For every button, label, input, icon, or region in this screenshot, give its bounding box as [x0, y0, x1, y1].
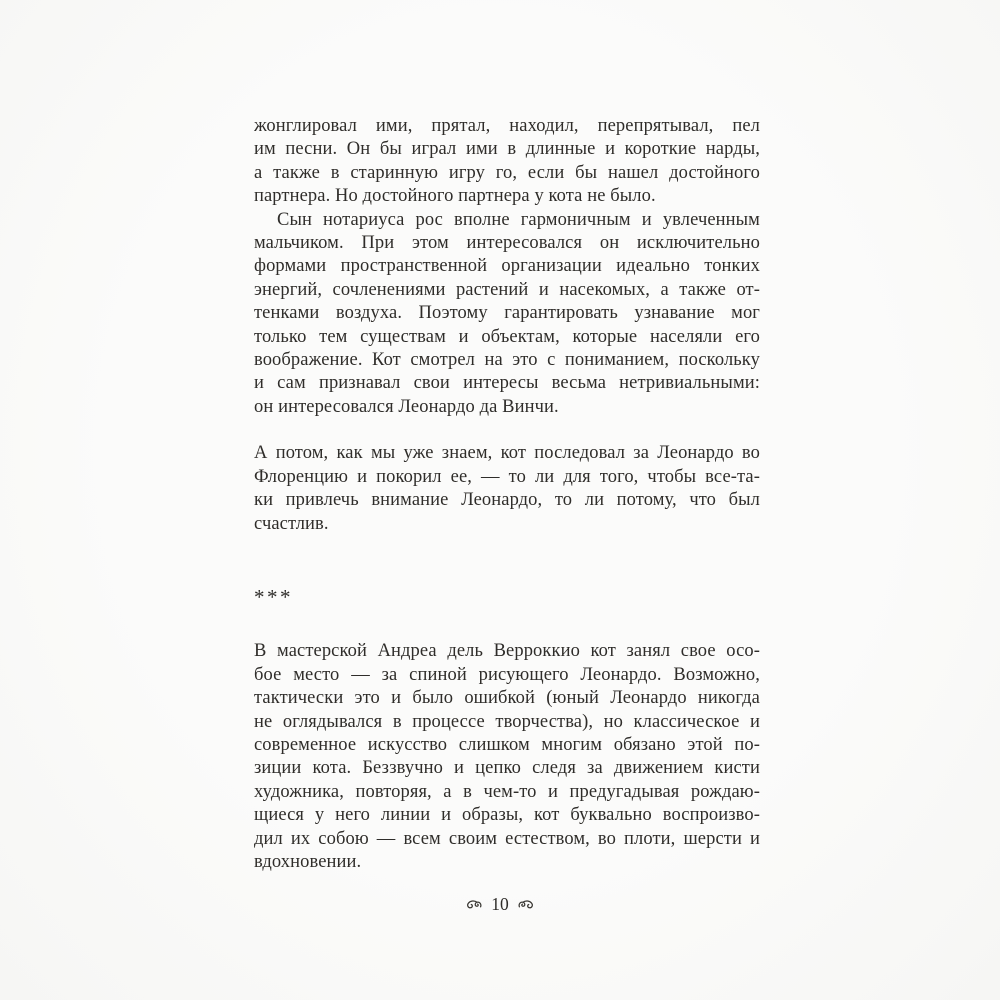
text-line: он интересовался Леонардо да Винчи.: [254, 396, 559, 417]
text-line: не оглядывался в процессе творчества), но классическое и: [254, 711, 760, 732]
text-line: ки привлечь внимание Леонардо, то ли потому, что был: [254, 490, 760, 511]
text-line: и сам признавал свои интересы весьма нетривиальными:: [254, 373, 760, 394]
text-line: им песни. Он бы играл ими в длинные и короткие нарды,: [254, 139, 760, 160]
text-line: вдохновении.: [254, 851, 362, 872]
text-line: тактически это и было ошибкой (юный Леонардо никогда: [254, 688, 760, 709]
text-line: формами пространственной организации идеально тонких: [254, 256, 760, 277]
text-line: художника, повторяя, а в чем-то и предугадывая рождаю-: [254, 781, 760, 802]
text-line: дил их собою — всем своим естеством, во плоти, шерсти и: [254, 828, 760, 849]
paragraph: [254, 209, 760, 420]
paragraph: [254, 115, 760, 209]
text-line: энергий, сочленениями растений и насекомых, а также от-: [254, 279, 760, 300]
page-footer: [0, 892, 1000, 916]
text-line: счастлив.: [254, 513, 329, 534]
text-line: А потом, как мы уже знаем, кот последовал за Леонардо во: [254, 443, 760, 464]
text-line: жонглировал ими, прятал, находил, перепрятывал, пел: [254, 116, 760, 136]
text-line: тенками воздуха. Поэтому гарантировать узнавание мог: [254, 303, 760, 324]
text-line: современное искусство слишком многим обязано этой по-: [254, 734, 760, 755]
text-line: воображение. Кот смотрел на это с пониманием, поскольку: [254, 349, 760, 370]
text-line: только тем существам и объектам, которые населяли его: [254, 326, 760, 347]
text-line: мальчиком. При этом интересовался он исключительно: [254, 232, 760, 253]
text-line: партнера. Но достойного партнера у кота не было.: [254, 186, 656, 207]
text-line: В мастерской Андреа дель Верроккио кот занял свое осо-: [254, 641, 760, 662]
text-line: зиции кота. Беззвучно и цепко следя за движением кисти: [254, 758, 760, 779]
text-line: Сын нотариуса рос вполне гармоничным и увлеченным: [277, 209, 760, 230]
text-line: бое место — за спиной рисующего Леонардо. Возможно,: [254, 664, 760, 685]
paragraph: [254, 442, 760, 536]
page-number: 10: [491, 894, 509, 914]
fleuron-right-icon: [518, 899, 535, 910]
text-line: Флоренцию и покорил ее, — то ли для того, чтобы все-та-: [254, 466, 760, 487]
text-line: а также в старинную игру го, если бы нашел достойного: [254, 162, 760, 183]
text-line: щиеся у него линии и образы, кот буквально воспроизво-: [254, 805, 760, 826]
fleuron-left-icon: [465, 899, 482, 910]
page-text-block: [254, 115, 760, 874]
paragraph: [254, 640, 760, 874]
section-separator: ***: [254, 585, 293, 610]
